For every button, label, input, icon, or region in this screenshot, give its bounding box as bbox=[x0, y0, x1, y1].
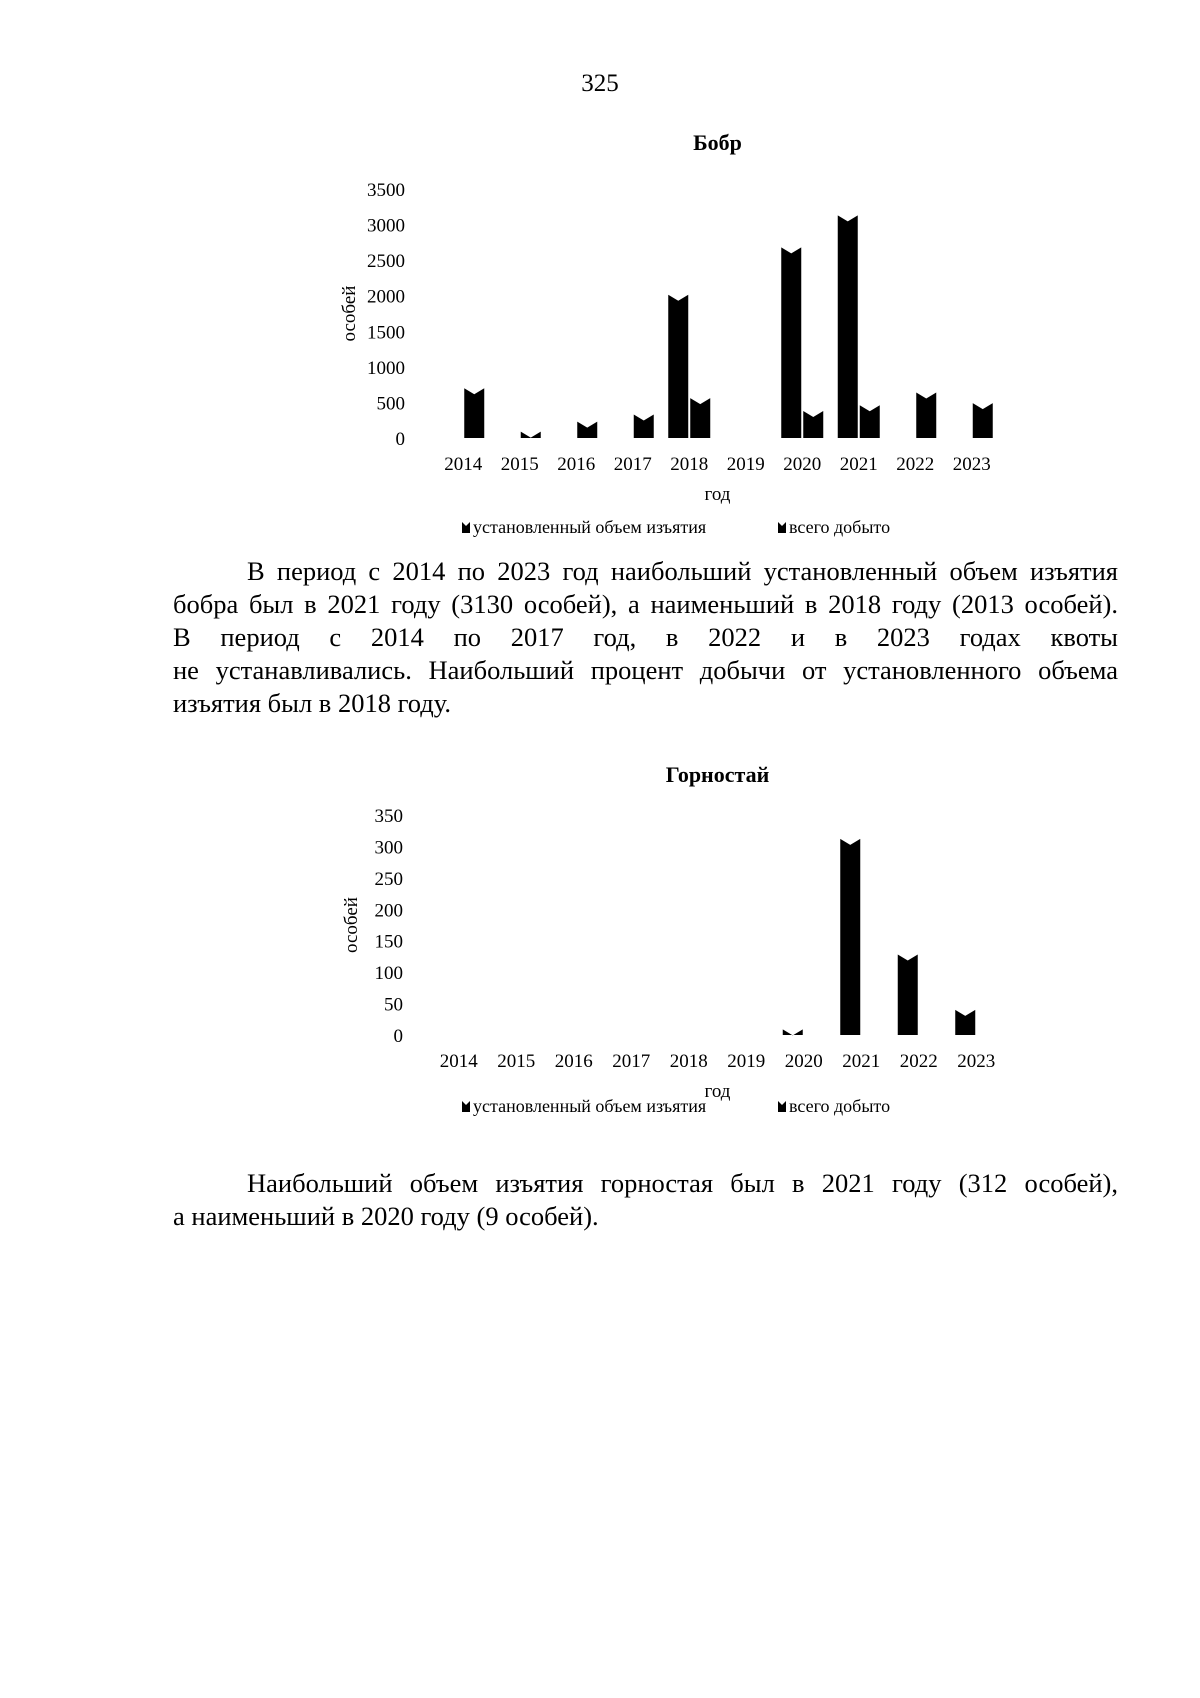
ermine-chart-svg bbox=[0, 760, 1200, 1130]
y-tick-label: 0 bbox=[393, 1026, 403, 1047]
x-tick-label: 2022 bbox=[899, 1051, 938, 1072]
x-tick-label: 2021 bbox=[839, 454, 878, 475]
chart-title: Горностай bbox=[665, 762, 770, 787]
bar-2020-quota bbox=[781, 247, 801, 438]
y-tick-label: 1000 bbox=[367, 357, 405, 379]
bar-2023-quota bbox=[955, 1010, 975, 1035]
bar-2022-harvested bbox=[916, 392, 936, 438]
x-tick-label: 2014 bbox=[444, 454, 483, 475]
legend-label: всего добыто bbox=[789, 517, 891, 537]
y-axis-label: особей bbox=[341, 897, 362, 953]
legend-label: установленный объем изъятия bbox=[473, 1096, 707, 1116]
x-tick-label: 2014 bbox=[439, 1051, 478, 1072]
bar-2021-quota bbox=[840, 839, 860, 1035]
x-tick-label: 2015 bbox=[497, 1051, 536, 1072]
paragraph-beaver bbox=[173, 555, 1118, 720]
paragraph-ermine bbox=[173, 1167, 1118, 1233]
bar-2014-harvested bbox=[464, 388, 484, 438]
y-tick-label: 150 bbox=[374, 931, 403, 953]
y-tick-label: 250 bbox=[374, 868, 403, 890]
x-tick-label: 2023 bbox=[952, 454, 991, 475]
y-tick-label: 3500 bbox=[367, 180, 405, 201]
y-tick-label: 2500 bbox=[367, 251, 405, 273]
y-axis-label: особей bbox=[339, 285, 360, 342]
y-tick-label: 350 bbox=[374, 806, 403, 827]
bar-2021-harvested bbox=[860, 405, 880, 438]
x-tick-label: 2016 bbox=[557, 454, 596, 475]
y-tick-label: 2000 bbox=[367, 286, 405, 308]
paragraph-line: В период с 2014 по 2023 год наибольший установленный объем изъятия bbox=[247, 556, 1118, 586]
x-tick-label: 2018 bbox=[669, 1051, 708, 1072]
chart-title: Бобр bbox=[693, 130, 742, 155]
x-tick-label: 2015 bbox=[500, 454, 539, 475]
y-tick-label: 500 bbox=[376, 393, 405, 415]
paragraph-line: Наибольший объем изъятия горностая был в 2021 году (312 особей), bbox=[247, 1168, 1118, 1198]
x-tick-label: 2019 bbox=[727, 1051, 766, 1072]
x-tick-label: 2020 bbox=[783, 454, 822, 475]
y-tick-label: 0 bbox=[395, 429, 405, 450]
y-tick-label: 1500 bbox=[367, 322, 405, 344]
y-tick-label: 100 bbox=[374, 963, 403, 985]
x-tick-label: 2018 bbox=[670, 454, 709, 475]
bar-2022-quota bbox=[898, 955, 918, 1035]
y-tick-label: 200 bbox=[374, 900, 403, 922]
y-tick-label: 300 bbox=[374, 837, 403, 859]
x-tick-label: 2017 bbox=[613, 454, 652, 475]
bar-2020-harvested bbox=[803, 411, 823, 438]
x-tick-label: 2019 bbox=[726, 454, 765, 475]
x-axis-label: год bbox=[704, 1081, 731, 1102]
x-tick-label: 2020 bbox=[784, 1051, 823, 1072]
y-tick-label: 50 bbox=[384, 994, 403, 1016]
x-tick-label: 2023 bbox=[957, 1051, 996, 1072]
x-tick-label: 2016 bbox=[554, 1051, 593, 1072]
paragraph-line: не устанавливались. Наибольший процент добычи от установленного объема bbox=[173, 655, 1118, 685]
paragraph-line: изъятия был в 2018 году. bbox=[173, 688, 451, 718]
bar-2017-harvested bbox=[634, 415, 654, 438]
bar-2018-harvested bbox=[690, 398, 710, 438]
bar-2021-quota bbox=[838, 215, 858, 438]
bar-2016-harvested bbox=[577, 422, 597, 438]
legend-label: установленный объем изъятия bbox=[473, 517, 707, 537]
page-number: 325 bbox=[581, 70, 619, 97]
beaver-chart-svg bbox=[0, 0, 1200, 545]
legend-marker bbox=[462, 522, 470, 533]
legend-marker bbox=[462, 1101, 470, 1112]
legend-label: всего добыто bbox=[789, 1096, 891, 1116]
y-tick-label: 3000 bbox=[367, 215, 405, 237]
paragraph-line: В период с 2014 по 2017 год, в 2022 и в 2023 годах квоты bbox=[173, 622, 1118, 652]
x-tick-label: 2021 bbox=[842, 1051, 881, 1072]
x-tick-label: 2022 bbox=[896, 454, 935, 475]
paragraph-line: а наименьший в 2020 году (9 особей). bbox=[173, 1201, 599, 1231]
legend-marker bbox=[778, 1101, 786, 1112]
legend-marker bbox=[778, 522, 786, 533]
bar-2015-harvested bbox=[521, 432, 541, 438]
bar-2023-harvested bbox=[973, 403, 993, 438]
bar-2018-quota bbox=[668, 295, 688, 438]
paragraph-line: бобра был в 2021 году (3130 особей), а наименьший в 2018 году (2013 особей). bbox=[173, 589, 1118, 619]
x-tick-label: 2017 bbox=[612, 1051, 651, 1072]
bar-2020-quota bbox=[783, 1029, 803, 1035]
x-axis-label: год bbox=[704, 484, 731, 505]
